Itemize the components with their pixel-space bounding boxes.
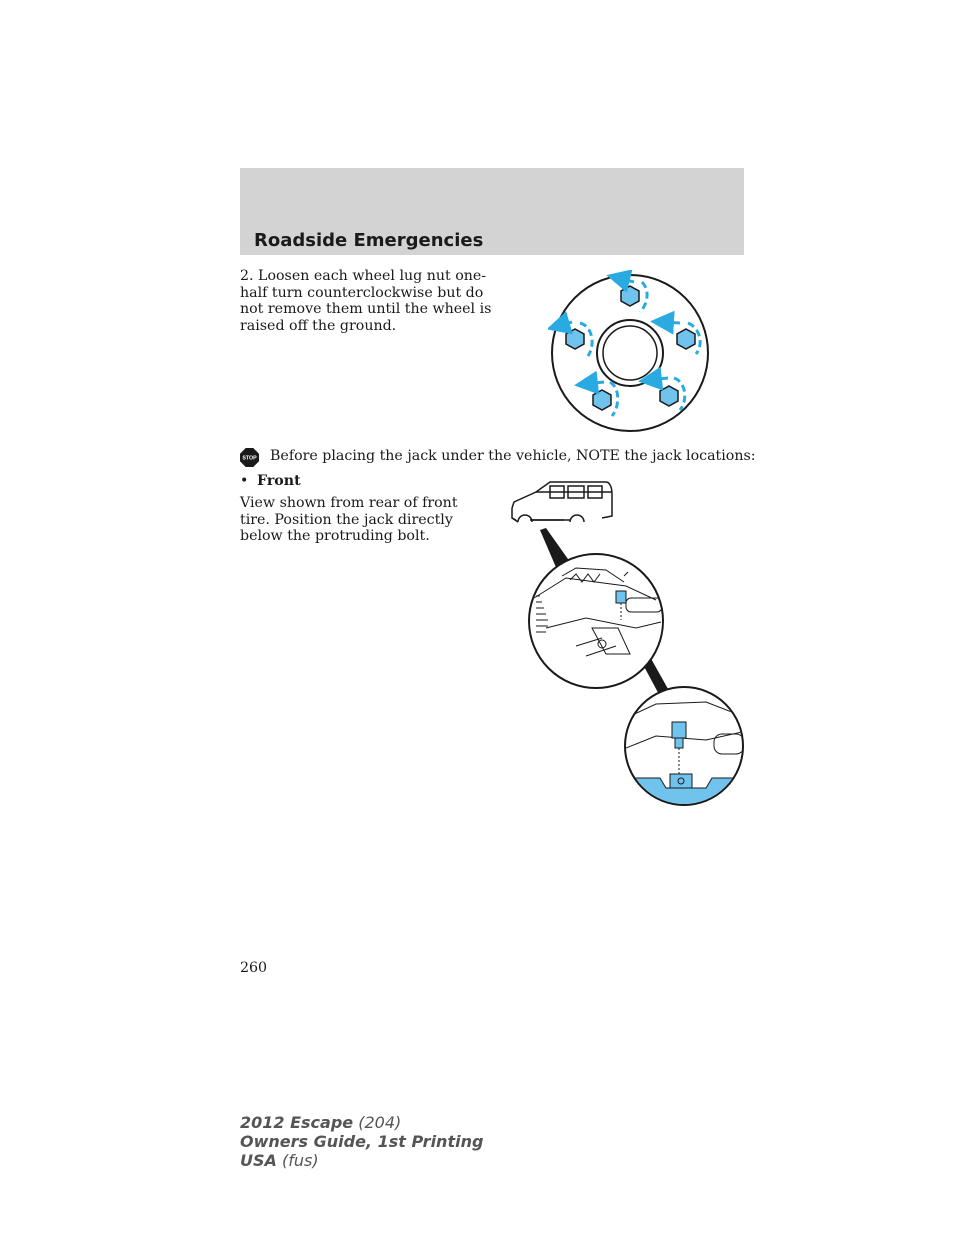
wheel-lug-nut-diagram <box>548 270 712 436</box>
front-bullet <box>240 473 301 490</box>
stop-icon <box>240 448 259 467</box>
jack-note-text: Before placing the jack under the vehicle, NOTE the jack locations: <box>270 448 756 464</box>
footer-line-2 <box>240 1132 483 1151</box>
bullet-dot: • <box>240 473 249 489</box>
jack-head <box>670 774 692 788</box>
step-2-text: 2. Loosen each wheel lug nut one-half turn counterclockwise but do not remove them until the wheel is raised off the ground. <box>240 268 492 334</box>
detail-jack-point <box>672 722 686 738</box>
footer-line-3 <box>240 1151 483 1170</box>
vehicle-outline <box>512 482 612 522</box>
footer-line-1 <box>240 1113 483 1132</box>
front-label: Front <box>257 473 301 489</box>
footer-model: 2012 Escape <box>240 1113 354 1132</box>
zoom-jack-point <box>616 591 626 603</box>
footer-market-code: (fus) <box>276 1151 319 1170</box>
front-description: View shown from rear of front tire. Position the jack directly below the protruding bolt. <box>240 495 458 545</box>
section-title: Roadside Emergencies <box>254 230 484 251</box>
footer-market: USA <box>240 1151 277 1170</box>
footer-printing: Owners Guide, 1st Printing <box>240 1132 484 1151</box>
footer-model-code: (204) <box>353 1113 402 1132</box>
section-header <box>240 168 744 255</box>
page-number: 260 <box>240 960 268 976</box>
zoom-circle-front <box>529 554 663 688</box>
stop-icon-text: STOP <box>242 455 257 462</box>
wheel-hub-inner <box>603 326 657 380</box>
front-jack-location-diagram <box>506 478 746 808</box>
document-footer <box>240 1113 483 1170</box>
